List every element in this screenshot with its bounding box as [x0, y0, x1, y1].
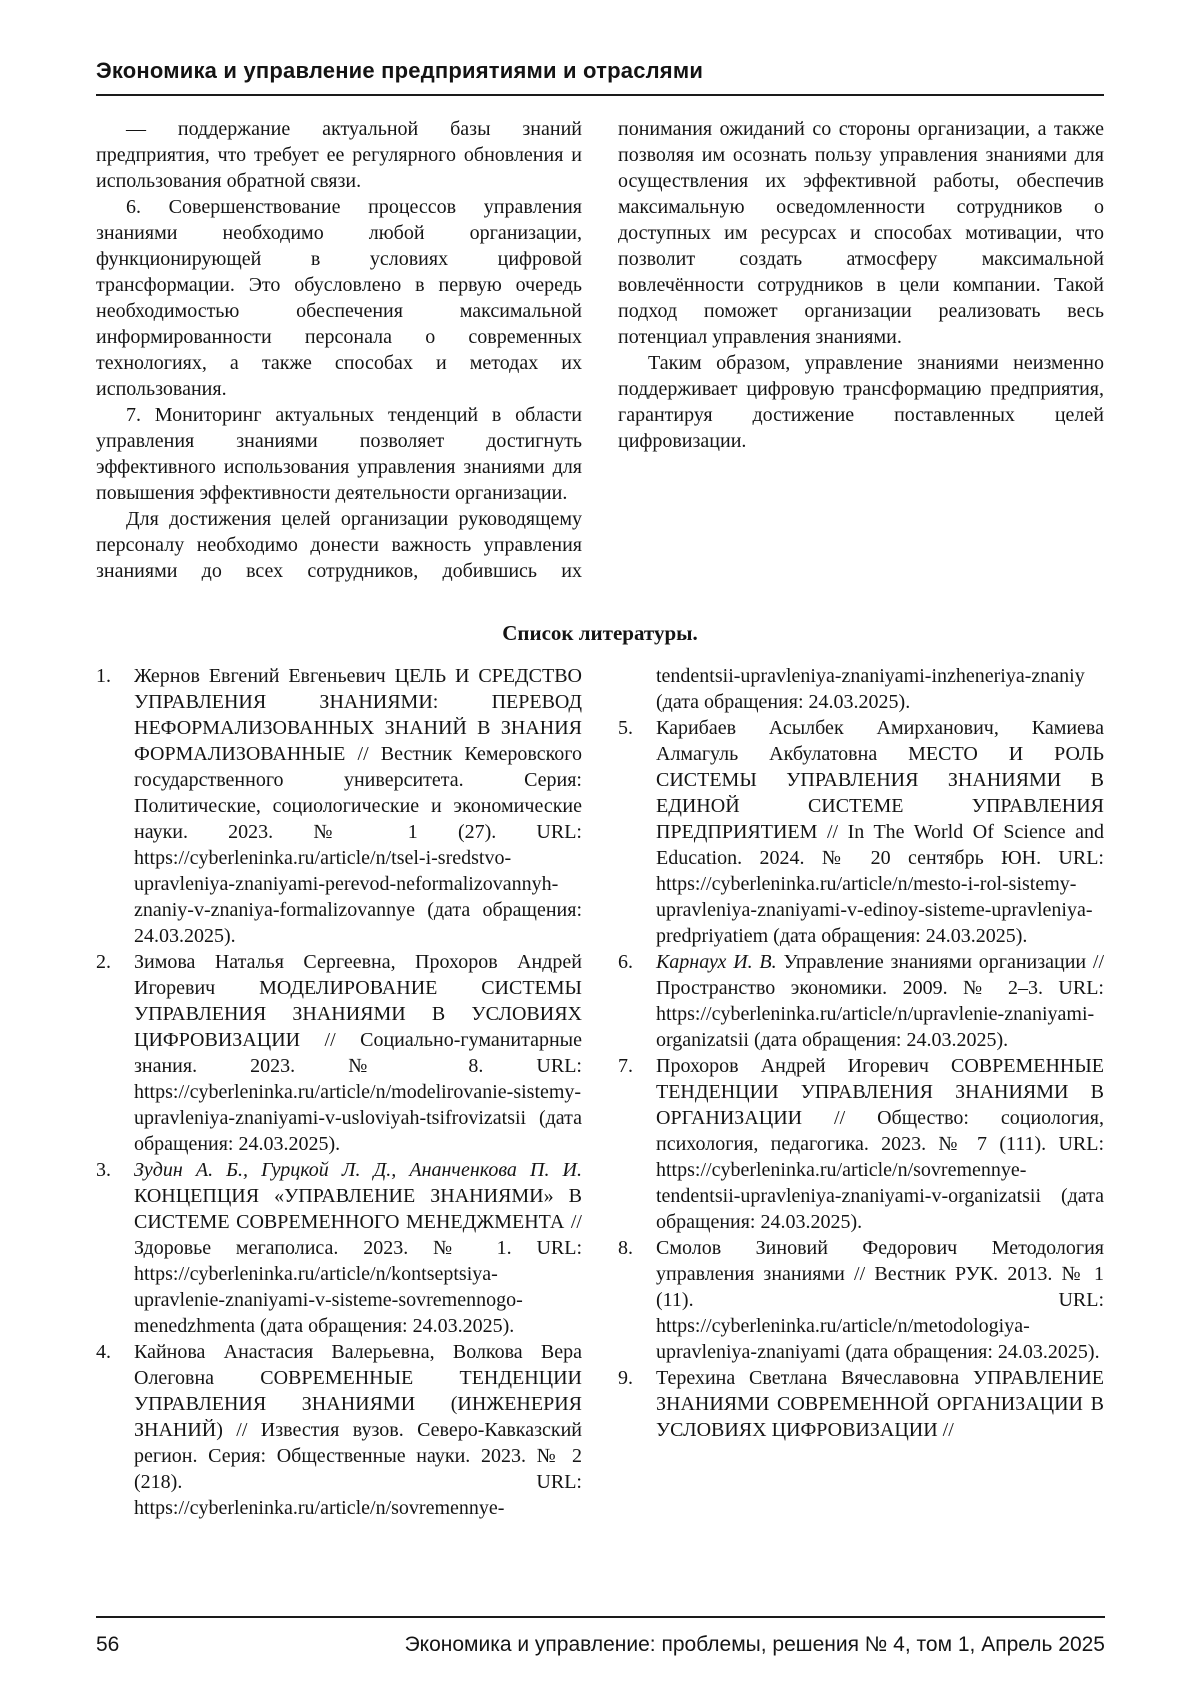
page-number: 56	[96, 1633, 120, 1656]
reference-item	[618, 949, 1104, 1053]
reference-text: Прохоров Андрей Игоревич СОВРЕМЕННЫЕ ТЕНДЕНЦИИ УПРАВЛЕНИЯ ЗНАНИЯМИ В ОРГАНИЗАЦИИ // Общество: социология, психология, педагогика. 2023. № 7 (111). URL: https://cyberleninka.ru/article/n/sovremennye-tendentsii-upravleniya-znaniyami-v-organizatsii (дата обращения: 24.03.2025).	[656, 1055, 1104, 1233]
reference-item	[618, 1053, 1104, 1235]
reference-item	[96, 663, 582, 949]
reference-number: 1.	[96, 665, 111, 687]
article-body	[96, 116, 1104, 586]
reference-item	[96, 949, 582, 1157]
running-head: Экономика и управление предприятиями и отраслями	[96, 58, 1104, 96]
reference-item	[96, 1157, 582, 1339]
paragraph: — поддержание актуальной базы знаний предприятия, что требует ее регулярного обновления и использования обратной связи.	[96, 118, 582, 192]
reference-text: Жернов Евгений Евгеньевич ЦЕЛЬ И СРЕДСТВО УПРАВЛЕНИЯ ЗНАНИЯМИ: ПЕРЕВОД НЕФОРМАЛИЗОВАННЫХ ЗНАНИЙ В ЗНАНИЯ ФОРМАЛИЗОВАННЫЕ // Вестник Кемеровского государственного университета. Серия: Политические, социологические и экономические науки. 2023. № 1 (27). URL: https://cyberleninka.ru/article/n/tsel-i-sredstvo-upravleniya-znaniyami-perevod-neformalizovannyh-znaniy-v-znaniya-formalizovannye (дата обращения: 24.03.2025).	[134, 665, 582, 947]
reference-text: Кайнова Анастасия Валерьевна, Волкова Вера Олеговна СОВРЕМЕННЫЕ ТЕНДЕНЦИИ УПРАВЛЕНИЯ ЗНАНИЯМИ (ИНЖЕНЕРИЯ ЗНАНИЙ) // Известия вузов. Северо-Кавказский регион. Серия: Общественные науки. 2023. № 2 (218). URL: https://cyberleninka.ru/article/n/sovremennye-tendentsii-upravleniya-znaniyami-inzheneriya-znaniy (дата обращения: 24.03.2025).	[134, 665, 1085, 1519]
reference-text: КОНЦЕПЦИЯ «УПРАВЛЕНИЕ ЗНАНИЯМИ» В СИСТЕМЕ СОВРЕМЕННОГО МЕНЕДЖМЕНТА // Здоровье мегаполиса. 2023. № 1. URL: https://cyberleninka.ru/article/n/kontseptsiya-upravlenie-znaniyami-v-sisteme-sovremennogo-menedzhmenta (дата обращения: 24.03.2025).	[134, 1185, 582, 1337]
references-list	[96, 663, 1104, 1563]
reference-authors: Карнаух И. В.	[656, 951, 777, 973]
reference-text: Управление знаниями организации // Пространство экономики. 2009. № 2–3. URL: https://cyberleninka.ru/article/n/upravlenie-znaniyami-organizatsii (дата обращения: 24.03.2025).	[656, 951, 1104, 1051]
reference-number: 8.	[618, 1237, 633, 1259]
reference-number: 6.	[618, 951, 633, 973]
reference-number: 2.	[96, 951, 111, 973]
reference-text: Зимова Наталья Сергеевна, Прохоров Андрей Игоревич МОДЕЛИРОВАНИЕ СИСТЕМЫ УПРАВЛЕНИЯ ЗНАНИЯМИ В УСЛОВИЯХ ЦИФРОВИЗАЦИИ // Социально-гуманитарные знания. 2023. № 8. URL: https://cyberleninka.ru/article/n/modelirovanie-sistemy-upravleniya-znaniyami-v-usloviyah-tsifrovizatsii (дата обращения: 24.03.2025).	[134, 951, 582, 1155]
reference-number: 3.	[96, 1159, 111, 1181]
reference-text: Терехина Светлана Вячеславовна УПРАВЛЕНИЕ ЗНАНИЯМИ СОВРЕМЕННОЙ ОРГАНИЗАЦИИ В УСЛОВИЯХ ЦИФРОВИЗАЦИИ //	[656, 1367, 1104, 1441]
reference-text: Карибаев Асылбек Амирханович, Камиева Алмагуль Акбулатовна МЕСТО И РОЛЬ СИСТЕМЫ УПРАВЛЕНИЯ ЗНАНИЯМИ В ЕДИНОЙ СИСТЕМЕ УПРАВЛЕНИЯ ПРЕДПРИЯТИЕМ // In The World Of Science and Education. 2024. № 20 сентябрь ЮН. URL: https://cyberleninka.ru/article/n/mesto-i-rol-sistemy-upravleniya-znaniyami-v-edinoy-sisteme-upravleniya-predpriyatiem (дата обращения: 24.03.2025).	[656, 717, 1104, 947]
paragraph: 6. Совершенствование процессов управления знаниями необходимо любой организации, функционирующей в условиях цифровой трансформации. Это обусловлено в первую очередь необходимостью обеспечения максимальной информированности персонала о современных технологиях, а также способах и методах их использования.	[96, 196, 582, 400]
references-heading: Список литературы.	[502, 621, 698, 645]
reference-text: Смолов Зиновий Федорович Методология управления знаниями // Вестник РУК. 2013. № 1 (11). URL: https://cyberleninka.ru/article/n/metodologiya-upravleniya-znaniyami (дата обращения: 24.03.2025).	[656, 1237, 1104, 1363]
reference-number: 7.	[618, 1055, 633, 1077]
paragraph: Таким образом, управление знаниями неизменно поддерживает цифровую трансформацию предприятия, гарантируя достижение поставленных целей цифровизации.	[618, 352, 1104, 452]
reference-item	[618, 1235, 1104, 1365]
reference-number: 5.	[618, 717, 633, 739]
reference-item	[618, 1365, 1104, 1443]
paragraph: 7. Мониторинг актуальных тенденций в области управления знаниями позволяет достигнуть эффективного использования управления знаниями для повышения эффективности деятельности организации.	[96, 404, 582, 504]
reference-authors: Зудин А. Б., Гурцкой Л. Д., Ананченкова П. И.	[134, 1159, 582, 1181]
journal-title-line: Экономика и управление: проблемы, решения № 4, том 1, Апрель 2025	[404, 1633, 1105, 1656]
reference-number: 9.	[618, 1367, 633, 1389]
reference-number: 4.	[96, 1341, 111, 1363]
paragraph: Для достижения целей организации руководящему персоналу необходимо донести важность управления знаниями до всех сотрудников, добившись их понимания ожиданий со стороны организации, а также позволяя им осознать пользу управления знаниями для осуществления их эффективной работы, обеспечив максимальную осведомленности сотрудников о доступных им ресурсах и способах мотивации, что позволит создать атмосферу максимальной вовлечённости сотрудников в цели компании. Такой подход поможет организации реализовать весь потенциал управления знаниями.	[96, 118, 1104, 582]
reference-item	[618, 715, 1104, 949]
page-footer	[96, 1616, 1105, 1658]
